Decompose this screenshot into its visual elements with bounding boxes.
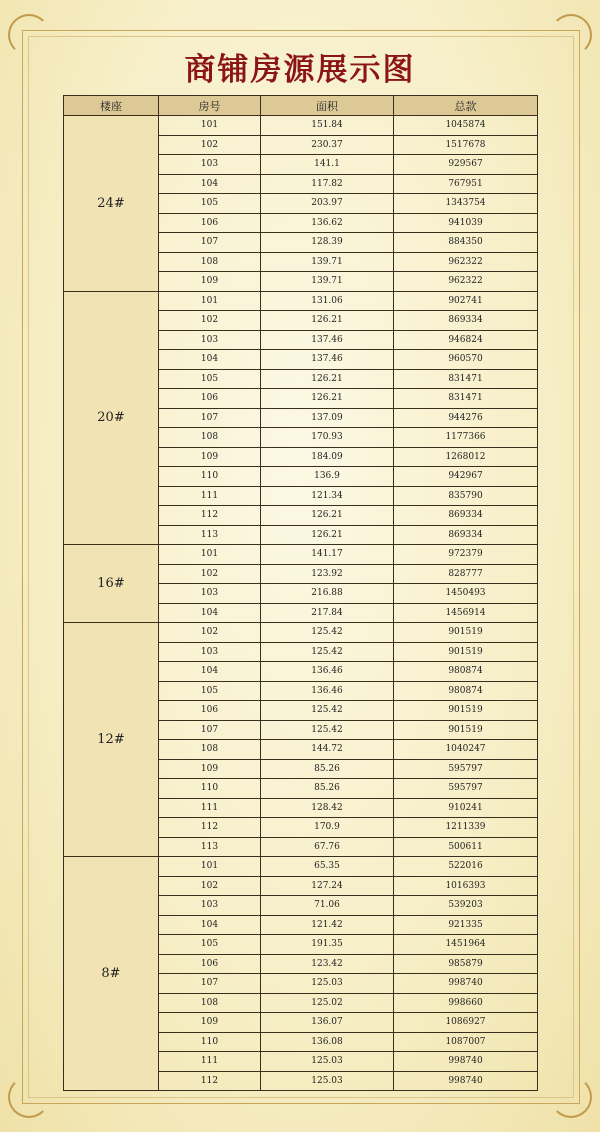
total-cell: 972379 [394, 545, 538, 565]
total-cell: 998740 [394, 1052, 538, 1072]
total-cell: 539203 [394, 896, 538, 916]
table-header-row [64, 96, 538, 116]
unit-cell: 112 [159, 506, 261, 526]
total-cell: 962322 [394, 272, 538, 292]
total-cell: 998660 [394, 993, 538, 1013]
total-cell: 831471 [394, 369, 538, 389]
unit-cell: 109 [159, 1013, 261, 1033]
total-cell: 960570 [394, 350, 538, 370]
corner-ornament-icon [550, 1076, 592, 1118]
building-cell: 12# [64, 623, 159, 857]
area-cell: 136.62 [261, 213, 394, 233]
total-cell: 1451964 [394, 935, 538, 955]
area-cell: 85.26 [261, 759, 394, 779]
area-cell: 136.46 [261, 662, 394, 682]
area-cell: 125.03 [261, 1052, 394, 1072]
unit-cell: 102 [159, 876, 261, 896]
total-cell: 1450493 [394, 584, 538, 604]
unit-cell: 101 [159, 545, 261, 565]
col-header-unit: 房号 [159, 96, 261, 116]
total-cell: 1045874 [394, 116, 538, 136]
total-cell: 985879 [394, 954, 538, 974]
total-cell: 828777 [394, 564, 538, 584]
area-cell: 125.03 [261, 974, 394, 994]
area-cell: 131.06 [261, 291, 394, 311]
listing-table [63, 95, 538, 1091]
building-cell: 16# [64, 545, 159, 623]
total-cell: 946824 [394, 330, 538, 350]
area-cell: 126.21 [261, 369, 394, 389]
unit-cell: 102 [159, 311, 261, 331]
unit-cell: 104 [159, 350, 261, 370]
total-cell: 1517678 [394, 135, 538, 155]
area-cell: 139.71 [261, 252, 394, 272]
area-cell: 216.88 [261, 584, 394, 604]
area-cell: 217.84 [261, 603, 394, 623]
total-cell: 1268012 [394, 447, 538, 467]
total-cell: 901519 [394, 720, 538, 740]
unit-cell: 103 [159, 642, 261, 662]
total-cell: 884350 [394, 233, 538, 253]
total-cell: 901519 [394, 642, 538, 662]
unit-cell: 105 [159, 194, 261, 214]
area-cell: 126.21 [261, 506, 394, 526]
area-cell: 184.09 [261, 447, 394, 467]
area-cell: 126.21 [261, 389, 394, 409]
unit-cell: 113 [159, 525, 261, 545]
col-header-area: 面积 [261, 96, 394, 116]
col-header-total: 总款 [394, 96, 538, 116]
area-cell: 65.35 [261, 857, 394, 877]
area-cell: 137.46 [261, 330, 394, 350]
unit-cell: 106 [159, 954, 261, 974]
area-cell: 126.21 [261, 525, 394, 545]
unit-cell: 107 [159, 408, 261, 428]
corner-ornament-icon [8, 1076, 50, 1118]
total-cell: 980874 [394, 681, 538, 701]
unit-cell: 102 [159, 623, 261, 643]
area-cell: 139.71 [261, 272, 394, 292]
unit-cell: 104 [159, 603, 261, 623]
area-cell: 136.08 [261, 1032, 394, 1052]
total-cell: 1211339 [394, 818, 538, 838]
area-cell: 151.84 [261, 116, 394, 136]
total-cell: 869334 [394, 311, 538, 331]
total-cell: 944276 [394, 408, 538, 428]
unit-cell: 107 [159, 974, 261, 994]
unit-cell: 101 [159, 291, 261, 311]
area-cell: 203.97 [261, 194, 394, 214]
unit-cell: 108 [159, 252, 261, 272]
unit-cell: 101 [159, 857, 261, 877]
total-cell: 869334 [394, 506, 538, 526]
table-row [64, 116, 538, 136]
unit-cell: 105 [159, 935, 261, 955]
unit-cell: 108 [159, 993, 261, 1013]
area-cell: 117.82 [261, 174, 394, 194]
total-cell: 942967 [394, 467, 538, 487]
area-cell: 137.09 [261, 408, 394, 428]
unit-cell: 106 [159, 701, 261, 721]
total-cell: 902741 [394, 291, 538, 311]
unit-cell: 109 [159, 272, 261, 292]
total-cell: 869334 [394, 525, 538, 545]
area-cell: 125.42 [261, 623, 394, 643]
unit-cell: 107 [159, 233, 261, 253]
total-cell: 1177366 [394, 428, 538, 448]
total-cell: 595797 [394, 779, 538, 799]
area-cell: 136.46 [261, 681, 394, 701]
unit-cell: 112 [159, 1071, 261, 1091]
unit-cell: 110 [159, 1032, 261, 1052]
area-cell: 125.42 [261, 642, 394, 662]
area-cell: 170.9 [261, 818, 394, 838]
area-cell: 170.93 [261, 428, 394, 448]
area-cell: 127.24 [261, 876, 394, 896]
area-cell: 230.37 [261, 135, 394, 155]
total-cell: 767951 [394, 174, 538, 194]
area-cell: 123.42 [261, 954, 394, 974]
area-cell: 126.21 [261, 311, 394, 331]
unit-cell: 104 [159, 174, 261, 194]
area-cell: 71.06 [261, 896, 394, 916]
unit-cell: 107 [159, 720, 261, 740]
table-row [64, 623, 538, 643]
total-cell: 1343754 [394, 194, 538, 214]
unit-cell: 102 [159, 564, 261, 584]
total-cell: 835790 [394, 486, 538, 506]
total-cell: 595797 [394, 759, 538, 779]
total-cell: 500611 [394, 837, 538, 857]
unit-cell: 102 [159, 135, 261, 155]
building-cell: 24# [64, 116, 159, 292]
table-body [64, 116, 538, 1091]
area-cell: 121.42 [261, 915, 394, 935]
total-cell: 901519 [394, 623, 538, 643]
unit-cell: 110 [159, 779, 261, 799]
total-cell: 980874 [394, 662, 538, 682]
area-cell: 137.46 [261, 350, 394, 370]
area-cell: 128.42 [261, 798, 394, 818]
area-cell: 141.17 [261, 545, 394, 565]
col-header-building: 楼座 [64, 96, 159, 116]
area-cell: 121.34 [261, 486, 394, 506]
unit-cell: 105 [159, 369, 261, 389]
total-cell: 901519 [394, 701, 538, 721]
unit-cell: 103 [159, 155, 261, 175]
unit-cell: 103 [159, 584, 261, 604]
unit-cell: 108 [159, 428, 261, 448]
unit-cell: 108 [159, 740, 261, 760]
unit-cell: 112 [159, 818, 261, 838]
unit-cell: 111 [159, 486, 261, 506]
area-cell: 128.39 [261, 233, 394, 253]
unit-cell: 101 [159, 116, 261, 136]
total-cell: 1086927 [394, 1013, 538, 1033]
area-cell: 125.02 [261, 993, 394, 1013]
total-cell: 998740 [394, 1071, 538, 1091]
area-cell: 125.03 [261, 1071, 394, 1091]
total-cell: 831471 [394, 389, 538, 409]
unit-cell: 109 [159, 759, 261, 779]
area-cell: 125.42 [261, 720, 394, 740]
unit-cell: 113 [159, 837, 261, 857]
total-cell: 1016393 [394, 876, 538, 896]
area-cell: 144.72 [261, 740, 394, 760]
table-row [64, 857, 538, 877]
area-cell: 136.9 [261, 467, 394, 487]
area-cell: 85.26 [261, 779, 394, 799]
total-cell: 962322 [394, 252, 538, 272]
page-title: 商铺房源展示图 [184, 52, 416, 88]
total-cell: 929567 [394, 155, 538, 175]
total-cell: 910241 [394, 798, 538, 818]
unit-cell: 103 [159, 896, 261, 916]
area-cell: 141.1 [261, 155, 394, 175]
total-cell: 1087007 [394, 1032, 538, 1052]
table-row [64, 291, 538, 311]
total-cell: 921335 [394, 915, 538, 935]
building-cell: 8# [64, 857, 159, 1091]
total-cell: 998740 [394, 974, 538, 994]
area-cell: 136.07 [261, 1013, 394, 1033]
unit-cell: 105 [159, 681, 261, 701]
unit-cell: 111 [159, 1052, 261, 1072]
total-cell: 1040247 [394, 740, 538, 760]
unit-cell: 109 [159, 447, 261, 467]
area-cell: 123.92 [261, 564, 394, 584]
building-cell: 20# [64, 291, 159, 545]
unit-cell: 104 [159, 662, 261, 682]
total-cell: 941039 [394, 213, 538, 233]
unit-cell: 106 [159, 213, 261, 233]
unit-cell: 103 [159, 330, 261, 350]
area-cell: 125.42 [261, 701, 394, 721]
area-cell: 191.35 [261, 935, 394, 955]
unit-cell: 110 [159, 467, 261, 487]
unit-cell: 111 [159, 798, 261, 818]
area-cell: 67.76 [261, 837, 394, 857]
total-cell: 522016 [394, 857, 538, 877]
total-cell: 1456914 [394, 603, 538, 623]
unit-cell: 106 [159, 389, 261, 409]
table-row [64, 545, 538, 565]
unit-cell: 104 [159, 915, 261, 935]
